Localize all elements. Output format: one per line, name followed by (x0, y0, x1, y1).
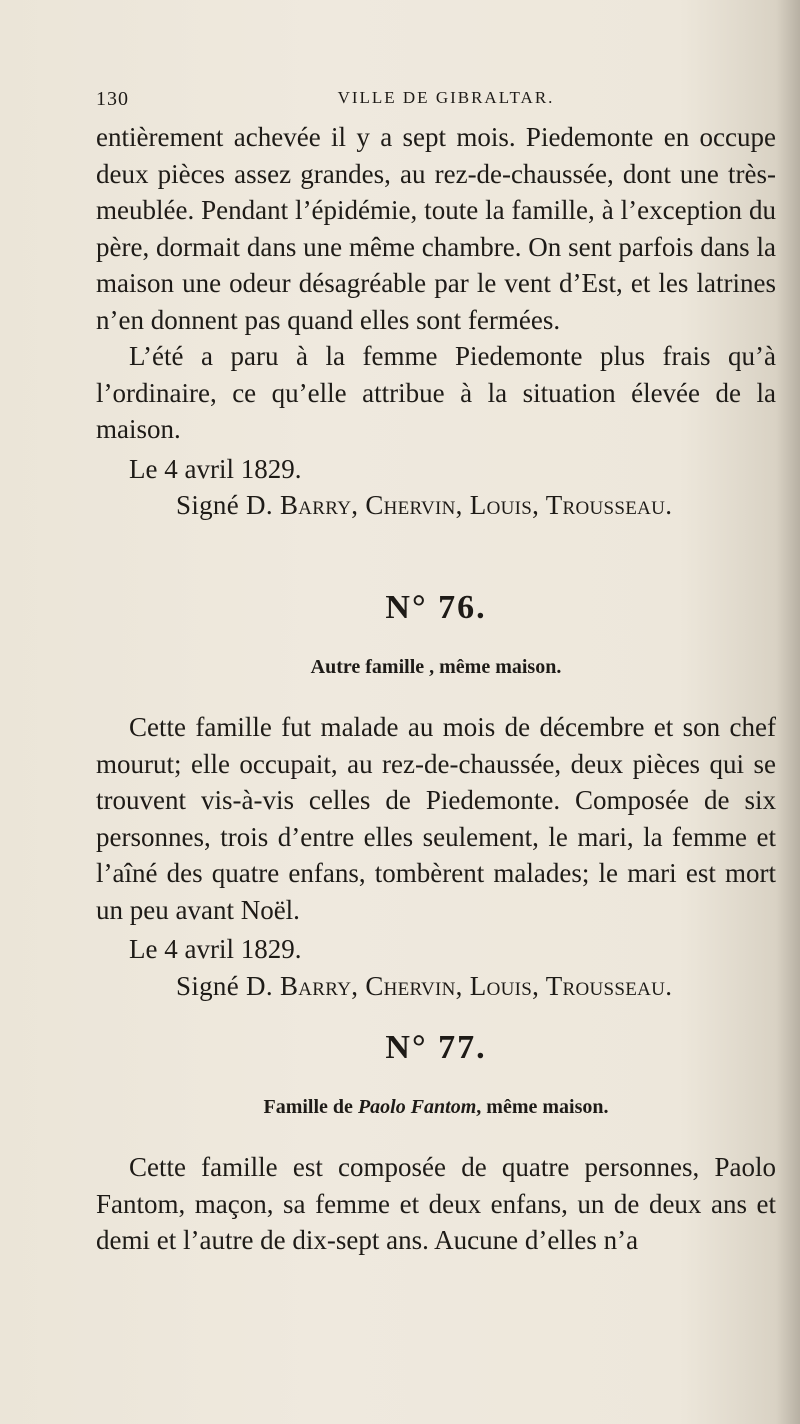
section-76 (96, 590, 776, 1004)
subtitle-suffix: , même maison. (476, 1095, 609, 1118)
signed-label: Signé D. (176, 970, 273, 1001)
section-subtitle (96, 1089, 776, 1126)
section-77 (96, 1030, 776, 1259)
signature-line (96, 487, 776, 524)
date-line: Le 4 avril 1829. (129, 453, 302, 484)
paragraph: entièrement achevée il y a sept mois. Piedemonte en occupe deux pièces assez grandes, au rez-de-chaussée, dont une très-meublée. Pendant l’épidémie, toute la famille, à l’exception du père, dormait dans une même chambre. On sent parfois dans la maison une odeur désagréable par le vent d’Est, et les latrines n’en donnent pas quand elles sont fermées. (96, 122, 776, 335)
date-line: Le 4 avril 1829. (129, 934, 302, 964)
section-number: N° 77. (385, 1029, 487, 1066)
paragraph: L’été a paru à la femme Piedemonte plus frais qu’à l’ordinaire, ce qu’elle attribue à la situation élevée de la maison. (96, 341, 776, 444)
paragraph: Cette famille est composée de quatre personnes, Paolo Fantom, maçon, sa femme et deux enfans, un de deux ans et demi et l’autre de dix-sept ans. Aucune d’elles n’a (96, 1152, 776, 1255)
page-header (96, 88, 776, 118)
signature-line (96, 968, 776, 1005)
signatories: Barry, Chervin, Louis, Trousseau. (279, 970, 673, 1001)
signatories: Barry, Chervin, Louis, Trousseau. (279, 490, 673, 520)
section-subtitle: Autre famille , même maison. (310, 655, 562, 678)
running-title: VILLE DE GIBRALTAR. (337, 88, 555, 107)
page-number: 130 (96, 88, 129, 110)
section-75-continuation (96, 119, 776, 524)
subtitle-prefix: Famille de (263, 1095, 353, 1118)
signed-label: Signé D. (176, 490, 273, 520)
paragraph: Cette famille fut malade au mois de décembre et son chef mourut; elle occupait, au rez-de-chaussée, deux pièces qui se trouvent vis-à-vis celles de Piedemonte. Composée de six personnes, trois d’entre elles seulement, le mari, la femme et l’aîné des quatre enfans, tombèrent malades; le mari est mort un peu avant Noël. (96, 712, 776, 925)
section-number: N° 76. (385, 589, 487, 626)
subtitle-name: Paolo Fantom (357, 1095, 477, 1118)
